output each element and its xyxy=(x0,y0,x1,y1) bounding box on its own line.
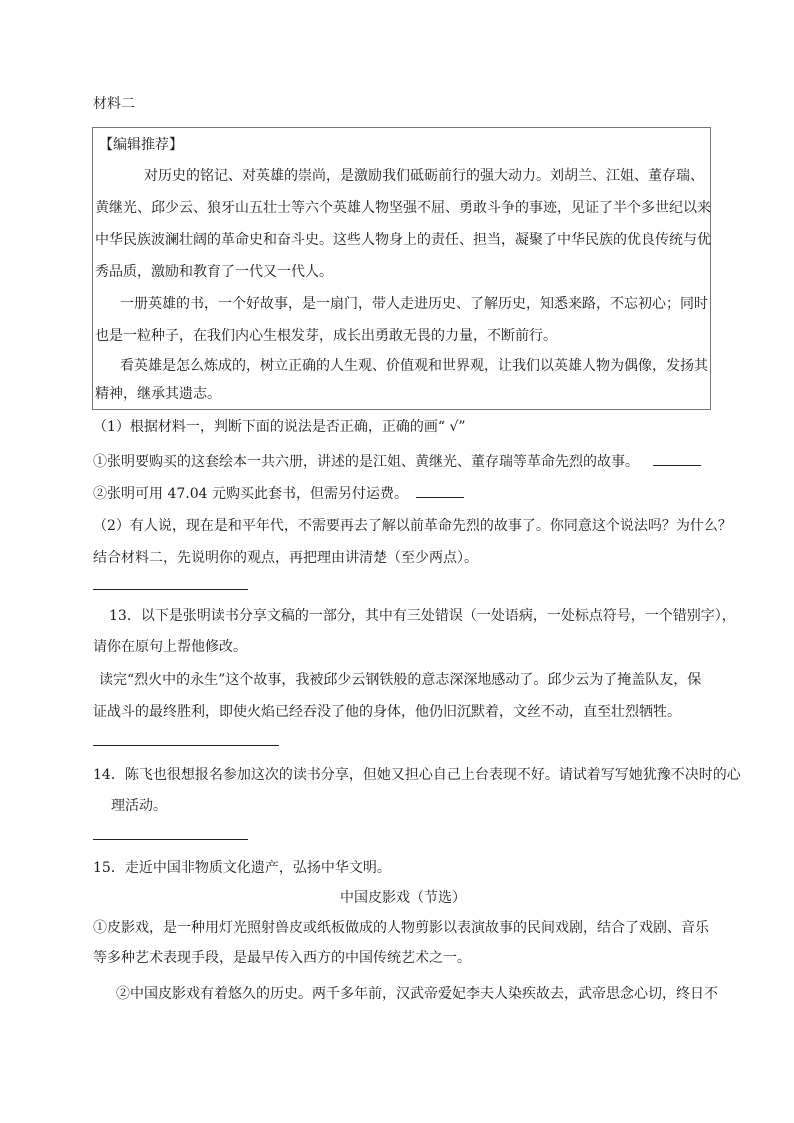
q12-item1-answer-blank[interactable] xyxy=(653,451,701,466)
q13-prompt-line: 13．以下是张明读书分享文稿的一部分，其中有三处错误（一处语病，一处标点符号，一个错别字）， xyxy=(109,608,736,624)
q13-passage-line: 读完“烈火中的永生”这个故事，我被邱少云钢铁般的意志深深地感动了。邱少云为了掩盖队友，保 xyxy=(99,672,702,688)
q15-passage-line: ①皮影戏，是一种用灯光照射兽皮或纸板做成的人物剪影以表演故事的民间戏剧，结合了戏剧、音乐 xyxy=(93,920,709,936)
q13-passage-line: 证战斗的最终胜利，即使火焰已经吞没了他的身体，他仍旧沉默着，文丝不动，直至壮烈牺牲。 xyxy=(93,704,681,720)
material-2-heading: 材料二 xyxy=(93,96,135,112)
box-text-line: 一册英雄的书，一个好故事，是一扇门，带人走进历史、了解历史，知悉来路，不忘初心；同时 xyxy=(120,296,708,312)
q14-prompt-line: 14．陈飞也很想报名参加这次的读书分享，但她又担心自己上台表现不好。请试着写写她犹豫不决时的心 xyxy=(93,767,741,783)
q15-passage-line: ②中国皮影戏有着悠久的历史。两千多年前，汉武帝爱妃李夫人染疾故去，武帝思念心切，终日不 xyxy=(116,986,718,1002)
q12-answer-line[interactable] xyxy=(93,589,248,590)
q12-item1 xyxy=(93,451,701,472)
q13-answer-line[interactable] xyxy=(93,745,279,746)
q14-answer-line[interactable] xyxy=(93,839,248,840)
box-text-line: 中华民族波澜壮阔的革命史和奋斗史。这些人物身上的责任、担当，凝聚了中华民族的优良传统与优 xyxy=(95,232,711,248)
box-text-line: 精神，继承其遗志。 xyxy=(95,386,221,402)
q12-part2-line: 结合材料二，先说明你的观点，再把理由讲清楚（至少两点）。 xyxy=(93,550,478,566)
box-text-line: 秀品质，激励和教育了一代又一代人。 xyxy=(95,264,333,280)
editor-recommendation-label: 【编辑推荐】 xyxy=(99,137,183,153)
box-text-line: 对历史的铭记、对英雄的崇尚，是激励我们砥砺前行的强大动力。刘胡兰、江姐、董存瑞、 xyxy=(144,168,704,184)
q15-passage-line: 等多种艺术表现手段，是最早传入西方的中国传统艺术之一。 xyxy=(93,950,471,966)
q12-item2-answer-blank[interactable] xyxy=(416,483,464,498)
q12-item2-text: ②张明可用 47.04 元购买此套书，但需另付运费。 xyxy=(93,486,408,502)
q15-prompt: 15．走近中国非物质文化遗产，弘扬中华文明。 xyxy=(93,860,391,876)
q12-item1-text: ①张明要购买的这套绘本一共六册，讲述的是江姐、黄继光、董存瑞等革命先烈的故事。 xyxy=(93,454,639,470)
box-text-line: 也是一粒种子，在我们内心生根发芽，成长出勇敢无畏的力量，不断前行。 xyxy=(95,328,557,344)
q15-passage-title: 中国皮影戏（节选） xyxy=(340,890,466,906)
box-text-line: 看英雄是怎么炼成的，树立正确的人生观、价值观和世界观，让我们以英雄人物为偶像，发扬其 xyxy=(120,358,708,374)
q12-item2 xyxy=(93,483,464,504)
q14-prompt-line: 理活动。 xyxy=(111,798,167,814)
q12-part2-line: （2）有人说，现在是和平年代，不需要再去了解以前革命先烈的故事了。你同意这个说法吗？为什么？ xyxy=(93,518,732,534)
box-text-line: 黄继光、邱少云、狼牙山五壮士等六个英雄人物坚强不屈、勇敢斗争的事迹，见证了半个多世纪以来 xyxy=(95,200,711,216)
q13-prompt-line: 请你在原句上帮他修改。 xyxy=(93,639,247,655)
q12-part1-prompt: （1）根据材料一，判断下面的说法是否正确，正确的画“ √” xyxy=(93,419,466,435)
